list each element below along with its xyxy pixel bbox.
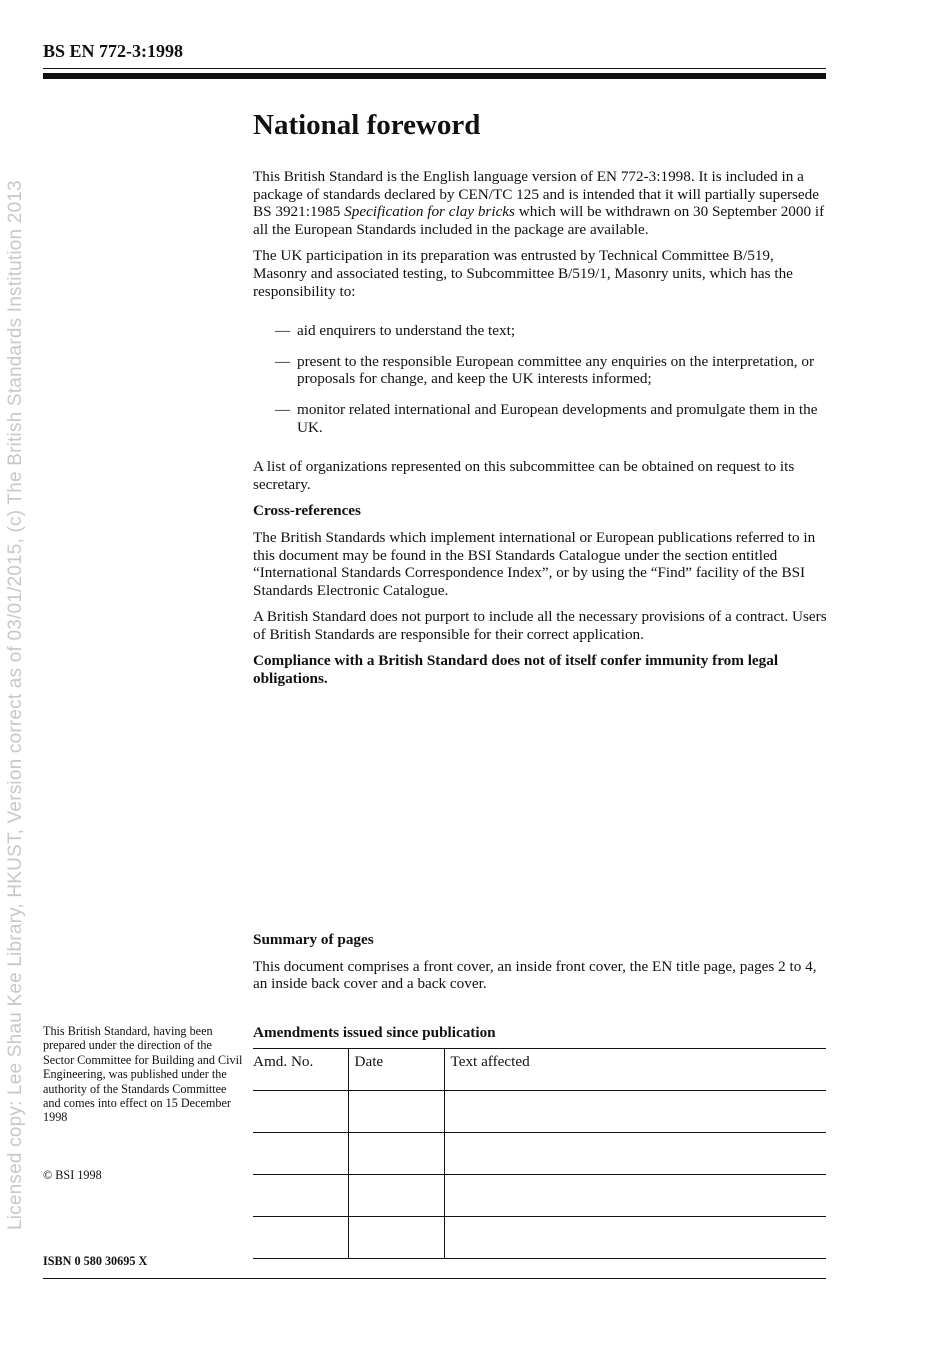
table-row	[253, 1217, 826, 1259]
table-cell	[444, 1133, 826, 1175]
table-header-row	[253, 1049, 826, 1091]
compliance-statement: Compliance with a British Standard does not of itself confer immunity from legal obligations.	[253, 652, 779, 688]
publication-note: This British Standard, having been prepared under the direction of the Sector Committee for Building and Civil Engineering, was published under the authority of the Standards Committee and comes into effect on 15 December 1998	[43, 1024, 243, 1125]
table-cell	[253, 1175, 348, 1217]
license-watermark: Licensed copy: Lee Shau Kee Library, HKUST, Version correct as of 03/01/2015, (c) The British Standards Institution 2013	[5, 180, 26, 1230]
standard-title-italic: Specification for clay bricks	[344, 203, 515, 221]
page-title: National foreword	[253, 109, 481, 141]
foreword-paragraph-2: The UK participation in its preparation was entrusted by Technical Committee B/519, Masonry and associated testing, to Subcommittee B/519/1, Masonry units, which has the responsibility to:	[253, 247, 793, 300]
column-header-amd-no: Amd. No.	[253, 1049, 348, 1091]
table-cell	[253, 1133, 348, 1175]
foreword-paragraph-3: A list of organizations represented on this subcommittee can be obtained on request to its secretary.	[253, 458, 795, 493]
footer-rule	[43, 1278, 826, 1279]
table-cell	[444, 1175, 826, 1217]
isbn-number: ISBN 0 580 30695 X	[43, 1254, 148, 1268]
foreword-section	[253, 108, 828, 697]
list-item: — monitor related international and European developments and promulgate them in the UK.	[275, 400, 818, 436]
table-cell	[348, 1175, 444, 1217]
table-cell	[444, 1091, 826, 1133]
foreword-paragraph-4: The British Standards which implement international or European publications referred to in this document may be found in the BSI Standards Catalogue under the section entitled “International Standards Correspondence Index”, or by using the “Find” facility of the BSI Standards Electronic Catalogue.	[253, 528, 816, 599]
table-row	[253, 1133, 826, 1175]
amendments-table	[253, 1048, 826, 1259]
document-code: BS EN 772-3:1998	[43, 41, 184, 61]
foreword-paragraph-5: A British Standard does not purport to include all the necessary provisions of a contract. Users of British Standards are responsible for their correct application.	[253, 608, 827, 643]
table-row	[253, 1175, 826, 1217]
list-item: — aid enquirers to understand the text;	[275, 322, 516, 340]
table-cell	[348, 1217, 444, 1259]
responsibility-list	[253, 322, 828, 436]
cross-references-heading: Cross-references	[253, 502, 361, 520]
table-cell	[253, 1091, 348, 1133]
dash-bullet: —	[275, 400, 291, 418]
column-header-date: Date	[348, 1049, 444, 1091]
copyright-notice: © BSI 1998	[43, 1168, 102, 1182]
dash-bullet: —	[275, 352, 291, 370]
amendments-heading: Amendments issued since publication	[253, 1024, 496, 1041]
dash-bullet: —	[275, 322, 291, 340]
summary-text: This document comprises a front cover, an inside front cover, the EN title page, pages 2 to 4, an inside back cover and a back cover.	[253, 957, 817, 993]
column-header-text-affected: Text affected	[444, 1049, 826, 1091]
table-cell	[444, 1217, 826, 1259]
table-cell	[348, 1133, 444, 1175]
summary-section	[253, 931, 828, 1002]
table-cell	[348, 1091, 444, 1133]
table-cell	[253, 1217, 348, 1259]
list-item: — present to the responsible European committee any enquiries on the interpretation, or proposals for change, and keep the UK interests informed;	[275, 352, 815, 388]
header-rule-thin	[43, 68, 826, 69]
header-rule-thick	[43, 73, 826, 79]
summary-heading: Summary of pages	[253, 931, 374, 948]
foreword-paragraph-1: This British Standard is the English language version of EN 772-3:1998. It is included in a package of standards declared by CEN/TC 125 and is intended that it will partially supersede BS 3921:1985 Specification for clay bricks which will be withdrawn on 30 September 2000 if all the European Standards included in the package are available.	[253, 168, 825, 238]
table-row	[253, 1091, 826, 1133]
